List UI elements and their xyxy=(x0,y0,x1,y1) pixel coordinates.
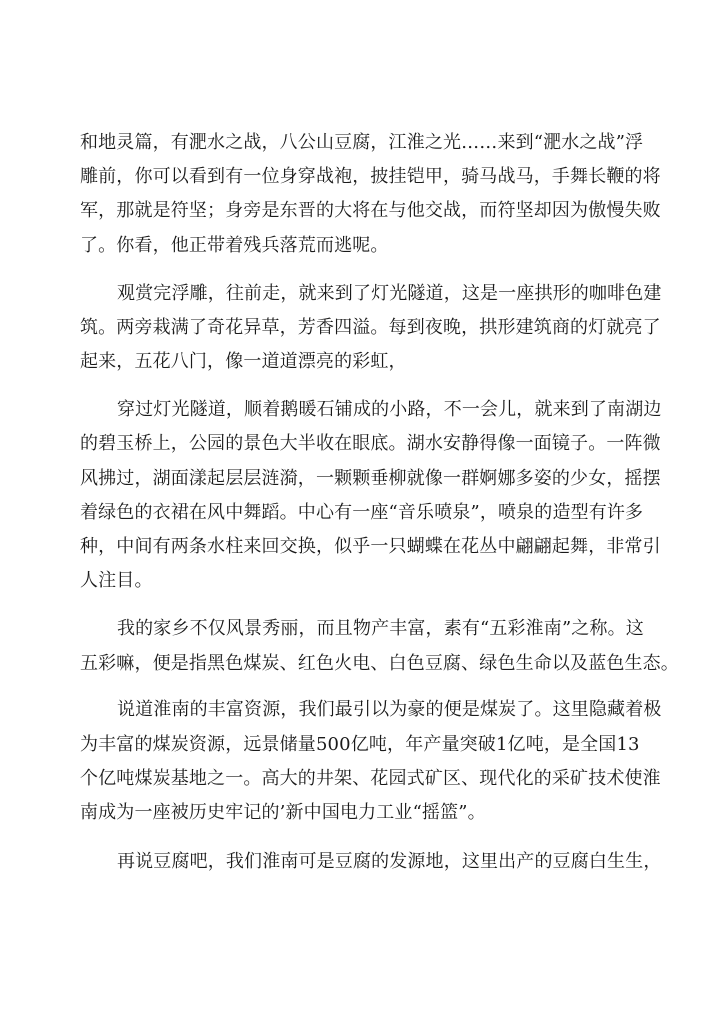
text-line: 个亿吨煤炭基地之一。高大的井架、花园式矿区、现代化的采矿技术使淮 xyxy=(80,768,661,789)
text-line: 着绿色的衣裙在风中舞蹈。中心有一座“音乐喷泉”，喷泉的造型有许多 xyxy=(80,502,644,523)
text-line: 的碧玉桥上，公园的景色大半收在眼底。湖水安静得像一面镜子。一阵微 xyxy=(80,433,661,454)
text-line: 观赏完浮雕，往前走，就来到了灯光隧道，这是一座拱形的咖啡色建 xyxy=(117,283,662,304)
text-line: 为丰富的煤炭资源，远景储量500亿吨，年产量突破1亿吨，是全国13 xyxy=(80,734,640,755)
text-line: 人注目。 xyxy=(80,570,153,591)
text-line: 风拂过，湖面漾起层层涟漪，一颗颗垂柳就像一群婀娜多姿的少女，摇摆 xyxy=(80,468,661,489)
text-line: 筑。两旁栽满了奇花异草，芳香四溢。每到夜晚，拱形建筑商的灯就亮了 xyxy=(80,317,661,338)
text-line: 种，中间有两条水柱来回交换，似乎一只蝴蝶在花丛中翩翩起舞，非常引 xyxy=(80,536,661,557)
text-line: 五彩嘛，便是指黑色煤炭、红色火电、白色豆腐、绿色生命以及蓝色生态。 xyxy=(80,653,679,674)
text-line: 南成为一座被历史牢记的’新中国电力工业“摇篮”。 xyxy=(80,802,486,823)
text-line: 起来，五花八门，像一道道漂亮的彩虹， xyxy=(80,351,407,372)
text-line: 穿过灯光隧道，顺着鹅暖石铺成的小路，不一会儿，就来到了南湖边 xyxy=(117,399,662,420)
text-line: 我的家乡不仅风景秀丽，而且物产丰富，素有“五彩淮南”之称。这 xyxy=(117,618,644,639)
text-line: 说道淮南的丰富资源，我们最引以为豪的便是煤炭了。这里隐藏着极 xyxy=(117,699,662,720)
text-line: 军，那就是符坚；身旁是东晋的大将在与他交战，而符坚却因为傲慢失败 xyxy=(80,200,661,221)
text-line: 雕前，你可以看到有一位身穿战袍，披挂铠甲，骑马战马，手舞长鞭的将 xyxy=(80,166,661,187)
text-line: 再说豆腐吧，我们淮南可是豆腐的发源地，这里出产的豆腐白生生， xyxy=(117,851,662,872)
text-line: 和地灵篇，有淝水之战，八公山豆腐，江淮之光……来到“淝水之战”浮 xyxy=(80,132,644,153)
text-line: 了。你看，他正带着残兵落荒而逃呢。 xyxy=(80,235,389,256)
